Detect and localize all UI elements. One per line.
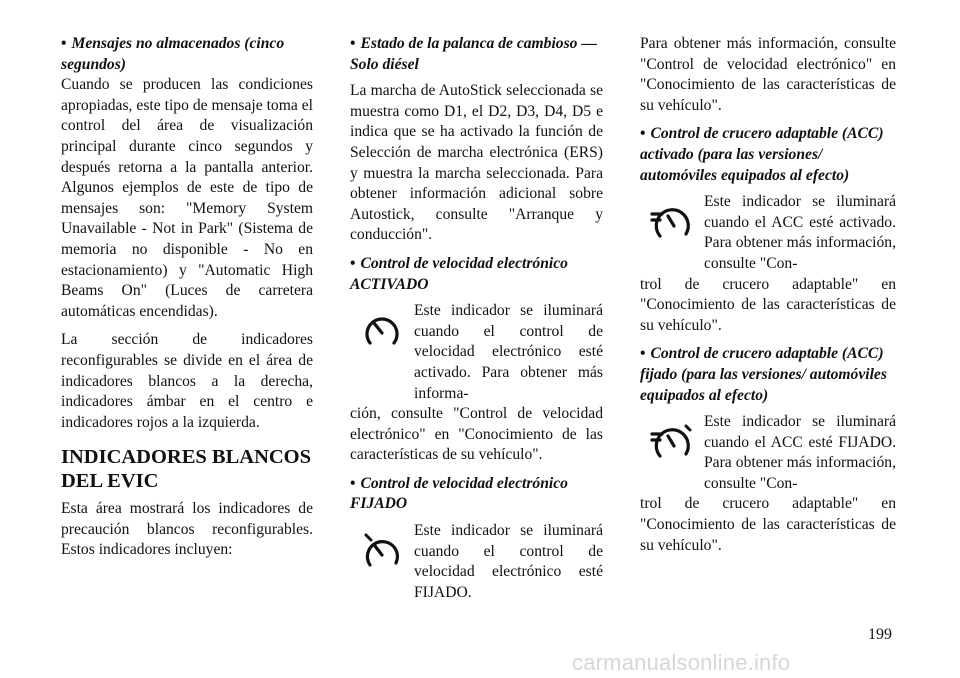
indicator-text: Este indicador se iluminará cuando el control de velocidad electrónico esté FIJADO. (414, 522, 603, 601)
paragraph: Para obtener más información, consulte "Control de velocidad electrónico" en "Conocimiento de las características de su vehículo". (640, 35, 896, 114)
indicator-block (350, 301, 603, 404)
indicator-block (640, 412, 896, 494)
bullet-heading: • Control de crucero adaptable (ACC) fijado (para las versiones/ automóviles equipados al efecto) (640, 345, 887, 404)
bullet-heading: • Control de velocidad electrónico FIJADO (350, 474, 568, 513)
paragraph: trol de crucero adaptable" en "Conocimiento de las características de su vehículo". (640, 495, 896, 554)
speedometer-icon (350, 301, 414, 361)
section-heading: INDICADORES BLANCOS DEL EVIC (61, 446, 312, 493)
page-number: 199 (868, 626, 892, 643)
indicator-text: Este indicador se iluminará cuando el ACC esté FIJADO. Para obtener más información, consulte "Con- (704, 413, 896, 492)
acc-active-icon (640, 192, 704, 252)
bullet-heading: • Estado de la palanca de cambioso — Solo diésel (350, 35, 597, 73)
speedometer-set-icon (350, 521, 414, 581)
bullet-heading: • Control de velocidad electrónico ACTIVADO (350, 254, 568, 293)
column-right (640, 34, 896, 564)
indicator-text: Este indicador se iluminará cuando el control de velocidad electrónico esté activado. Para obtener más informa- (414, 302, 603, 402)
paragraph: La marcha de AutoStick seleccionada se muestra como D1, el D2, D3, D4, D5 e indica que se ha activado la función de Selección de marcha electrónica (ERS) y muestra la marcha seleccionada. Para obtener información adicional sobre Autostick, consulte "Arranque y conducción". (350, 82, 603, 244)
paragraph: trol de crucero adaptable" en "Conocimiento de las características de su vehículo". (640, 275, 896, 334)
indicator-block (640, 192, 896, 274)
acc-set-icon (640, 412, 704, 472)
column-left (61, 34, 313, 569)
paragraph: Cuando se producen las condiciones apropiadas, este tipo de mensaje toma el control del área de visualización principal durante cinco segundos y después retorna a la pantalla anterior. Algunos ejemplos de este de tipo de mensajes son: "Memory System Unavailable - Not in Park" (Sistema de memoria no disponible - No en estacionamiento) y "Automatic High Beams On" (Luces de carretera automáticas encendidas). (61, 76, 313, 320)
indicator-text: Este indicador se iluminará cuando el ACC esté activado. Para obtener más información, consulte "Con- (704, 193, 896, 272)
paragraph: ción, consulte "Control de velocidad electrónico" en "Conocimiento de las características de su vehículo". (350, 405, 603, 464)
bullet-heading: • Mensajes no almacenados (cinco segundos) (61, 35, 285, 73)
paragraph: Esta área mostrará los indicadores de precaución blancos reconfigurables. Estos indicadores incluyen: (61, 500, 313, 559)
footer-watermark: carmanualsonline.info (572, 650, 791, 675)
column-middle (350, 34, 603, 603)
bullet-heading: • Control de crucero adaptable (ACC) activado (para las versiones/ automóviles equipados al efecto) (640, 125, 884, 184)
paragraph: La sección de indicadores reconfigurables se divide en el área de indicadores blancos a la derecha, indicadores ámbar en el centro e indicadores rojos a la izquierda. (61, 331, 313, 431)
indicator-block (350, 521, 603, 603)
